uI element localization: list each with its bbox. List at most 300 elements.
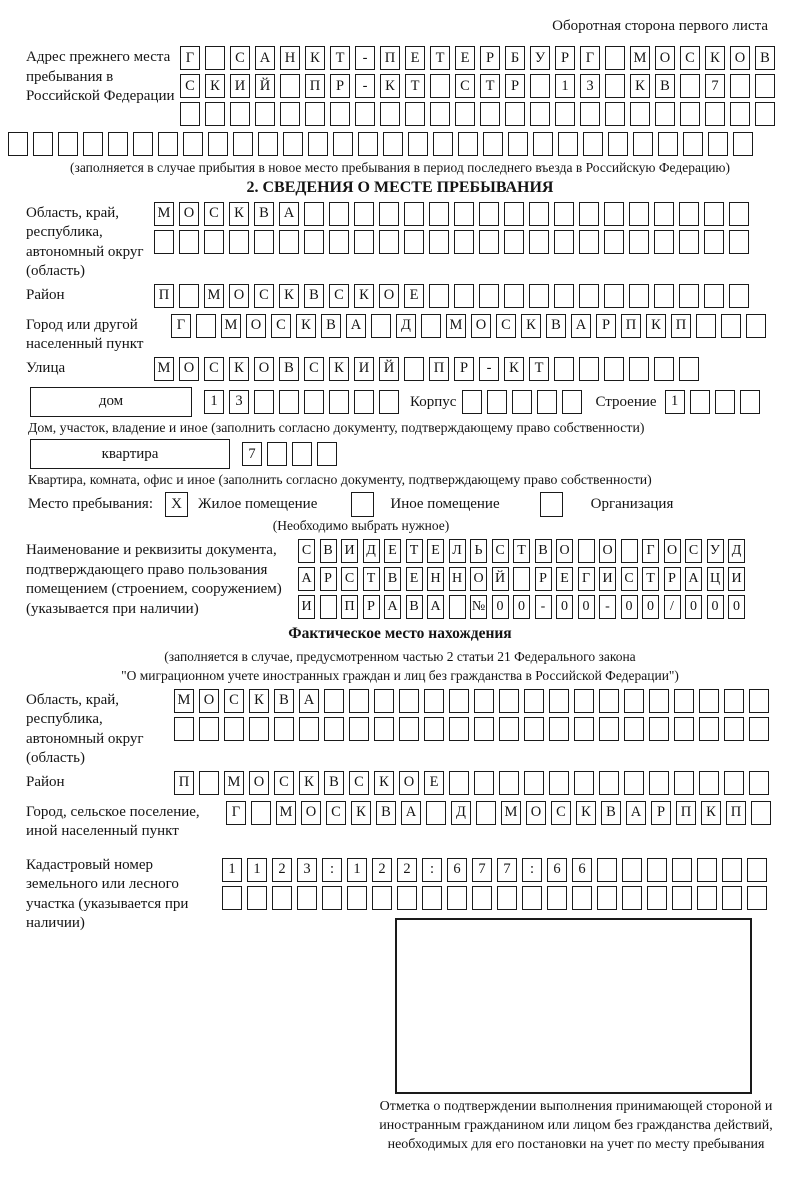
char-cell[interactable]: 6	[572, 858, 592, 882]
char-cell[interactable]: 0	[685, 595, 702, 619]
char-cell[interactable]	[274, 717, 294, 741]
char-cell[interactable]	[174, 717, 194, 741]
char-cell[interactable]	[404, 202, 424, 226]
char-cell[interactable]	[205, 102, 225, 126]
char-cell[interactable]: Р	[454, 357, 474, 381]
char-cell[interactable]: К	[646, 314, 666, 338]
char-cell[interactable]	[397, 886, 417, 910]
char-cell[interactable]	[746, 314, 766, 338]
char-cell[interactable]: Е	[405, 46, 425, 70]
char-cell[interactable]	[554, 284, 574, 308]
char-cell[interactable]	[304, 390, 324, 414]
char-cell[interactable]	[629, 230, 649, 254]
char-cell[interactable]: -	[479, 357, 499, 381]
char-cell[interactable]: Р	[330, 74, 350, 98]
char-cell[interactable]: Т	[480, 74, 500, 98]
char-cell[interactable]: 7	[705, 74, 725, 98]
char-cell[interactable]	[83, 132, 103, 156]
char-cell[interactable]	[629, 284, 649, 308]
char-cell[interactable]	[749, 771, 769, 795]
char-cell[interactable]: №	[470, 595, 487, 619]
char-cell[interactable]	[524, 689, 544, 713]
char-cell[interactable]	[674, 689, 694, 713]
char-cell[interactable]	[305, 102, 325, 126]
char-cell[interactable]	[330, 102, 350, 126]
char-cell[interactable]: 1	[247, 858, 267, 882]
char-cell[interactable]: Е	[556, 567, 573, 591]
char-cell[interactable]: Р	[480, 46, 500, 70]
char-cell[interactable]: В	[254, 202, 274, 226]
char-cell[interactable]: О	[199, 689, 219, 713]
char-cell[interactable]: К	[299, 771, 319, 795]
char-cell[interactable]	[730, 102, 750, 126]
char-cell[interactable]: В	[535, 539, 552, 563]
char-cell[interactable]	[604, 202, 624, 226]
char-cell[interactable]	[722, 886, 742, 910]
char-cell[interactable]: В	[274, 689, 294, 713]
char-cell[interactable]	[154, 230, 174, 254]
char-cell[interactable]	[605, 46, 625, 70]
char-cell[interactable]	[208, 132, 228, 156]
char-cell[interactable]: 2	[397, 858, 417, 882]
char-cell[interactable]	[224, 717, 244, 741]
char-cell[interactable]	[599, 771, 619, 795]
char-cell[interactable]	[608, 132, 628, 156]
char-cell[interactable]	[371, 314, 391, 338]
char-cell[interactable]: С	[680, 46, 700, 70]
char-cell[interactable]	[449, 689, 469, 713]
char-cell[interactable]	[699, 771, 719, 795]
char-cell[interactable]	[108, 132, 128, 156]
char-cell[interactable]: Г	[171, 314, 191, 338]
char-cell[interactable]: 7	[497, 858, 517, 882]
char-cell[interactable]	[429, 230, 449, 254]
char-cell[interactable]: О	[730, 46, 750, 70]
char-cell[interactable]: В	[321, 314, 341, 338]
char-cell[interactable]	[405, 102, 425, 126]
char-cell[interactable]	[279, 390, 299, 414]
char-cell[interactable]	[508, 132, 528, 156]
char-cell[interactable]	[58, 132, 78, 156]
char-cell[interactable]: О	[664, 539, 681, 563]
char-cell[interactable]: /	[664, 595, 681, 619]
char-cell[interactable]	[649, 689, 669, 713]
char-cell[interactable]	[549, 717, 569, 741]
char-cell[interactable]	[547, 886, 567, 910]
char-cell[interactable]	[454, 202, 474, 226]
char-cell[interactable]	[280, 102, 300, 126]
char-cell[interactable]	[633, 132, 653, 156]
char-cell[interactable]: С	[621, 567, 638, 591]
char-cell[interactable]: В	[304, 284, 324, 308]
char-cell[interactable]: П	[726, 801, 746, 825]
char-cell[interactable]: Й	[492, 567, 509, 591]
char-cell[interactable]	[699, 717, 719, 741]
char-cell[interactable]	[579, 357, 599, 381]
char-cell[interactable]	[504, 284, 524, 308]
char-cell[interactable]	[579, 230, 599, 254]
char-cell[interactable]	[699, 689, 719, 713]
char-cell[interactable]	[355, 102, 375, 126]
char-cell[interactable]: А	[685, 567, 702, 591]
char-cell[interactable]	[158, 132, 178, 156]
char-cell[interactable]: П	[380, 46, 400, 70]
char-cell[interactable]	[430, 102, 450, 126]
char-cell[interactable]: В	[601, 801, 621, 825]
char-cell[interactable]	[204, 230, 224, 254]
char-cell[interactable]: П	[671, 314, 691, 338]
char-cell[interactable]: 1	[204, 390, 224, 414]
char-cell[interactable]: С	[204, 202, 224, 226]
char-cell[interactable]	[599, 689, 619, 713]
char-cell[interactable]	[379, 230, 399, 254]
char-cell[interactable]	[424, 689, 444, 713]
char-cell[interactable]: А	[299, 689, 319, 713]
char-cell[interactable]: 0	[578, 595, 595, 619]
char-cell[interactable]	[554, 202, 574, 226]
char-cell[interactable]: Д	[396, 314, 416, 338]
char-cell[interactable]: К	[351, 801, 371, 825]
char-cell[interactable]: 0	[621, 595, 638, 619]
char-cell[interactable]	[499, 689, 519, 713]
char-cell[interactable]: М	[446, 314, 466, 338]
char-cell[interactable]	[304, 202, 324, 226]
char-cell[interactable]: К	[504, 357, 524, 381]
char-cell[interactable]	[8, 132, 28, 156]
char-cell[interactable]	[755, 102, 775, 126]
char-cell[interactable]: Н	[427, 567, 444, 591]
char-cell[interactable]: Т	[405, 74, 425, 98]
char-cell[interactable]	[513, 567, 530, 591]
char-cell[interactable]	[674, 771, 694, 795]
char-cell[interactable]	[199, 717, 219, 741]
char-cell[interactable]	[254, 230, 274, 254]
other-premises-checkbox[interactable]	[351, 492, 374, 517]
char-cell[interactable]	[474, 717, 494, 741]
char-cell[interactable]: У	[707, 539, 724, 563]
char-cell[interactable]	[580, 102, 600, 126]
char-cell[interactable]: Л	[449, 539, 466, 563]
char-cell[interactable]	[205, 46, 225, 70]
char-cell[interactable]	[555, 102, 575, 126]
char-cell[interactable]: Р	[505, 74, 525, 98]
char-cell[interactable]	[504, 202, 524, 226]
char-cell[interactable]: Н	[449, 567, 466, 591]
char-cell[interactable]	[449, 771, 469, 795]
char-cell[interactable]: :	[522, 858, 542, 882]
char-cell[interactable]	[704, 202, 724, 226]
char-cell[interactable]: Р	[535, 567, 552, 591]
char-cell[interactable]: П	[676, 801, 696, 825]
char-cell[interactable]: К	[249, 689, 269, 713]
char-cell[interactable]	[533, 132, 553, 156]
char-cell[interactable]	[554, 357, 574, 381]
char-cell[interactable]	[299, 717, 319, 741]
char-cell[interactable]: Ь	[470, 539, 487, 563]
char-cell[interactable]	[349, 717, 369, 741]
char-cell[interactable]: Е	[424, 771, 444, 795]
char-cell[interactable]: К	[205, 74, 225, 98]
char-cell[interactable]	[740, 390, 760, 414]
char-cell[interactable]: С	[298, 539, 315, 563]
char-cell[interactable]: О	[599, 539, 616, 563]
char-cell[interactable]	[529, 202, 549, 226]
char-cell[interactable]: Т	[363, 567, 380, 591]
char-cell[interactable]: К	[229, 202, 249, 226]
char-cell[interactable]	[604, 284, 624, 308]
char-cell[interactable]	[679, 230, 699, 254]
char-cell[interactable]	[729, 202, 749, 226]
char-cell[interactable]	[574, 717, 594, 741]
char-cell[interactable]	[529, 284, 549, 308]
char-cell[interactable]: С	[271, 314, 291, 338]
char-cell[interactable]	[308, 132, 328, 156]
char-cell[interactable]	[399, 717, 419, 741]
char-cell[interactable]: К	[329, 357, 349, 381]
char-cell[interactable]	[729, 284, 749, 308]
char-cell[interactable]: Е	[404, 284, 424, 308]
char-cell[interactable]	[474, 771, 494, 795]
char-cell[interactable]	[724, 771, 744, 795]
char-cell[interactable]	[380, 102, 400, 126]
char-cell[interactable]: К	[705, 46, 725, 70]
char-cell[interactable]	[133, 132, 153, 156]
char-cell[interactable]	[730, 74, 750, 98]
char-cell[interactable]	[458, 132, 478, 156]
char-cell[interactable]	[251, 801, 271, 825]
char-cell[interactable]: А	[626, 801, 646, 825]
char-cell[interactable]: 1	[222, 858, 242, 882]
char-cell[interactable]	[622, 886, 642, 910]
char-cell[interactable]	[733, 132, 753, 156]
char-cell[interactable]: П	[621, 314, 641, 338]
char-cell[interactable]: И	[599, 567, 616, 591]
char-cell[interactable]	[280, 74, 300, 98]
char-cell[interactable]: С	[492, 539, 509, 563]
char-cell[interactable]: М	[204, 284, 224, 308]
char-cell[interactable]	[222, 886, 242, 910]
char-cell[interactable]: А	[401, 801, 421, 825]
char-cell[interactable]	[347, 886, 367, 910]
char-cell[interactable]: В	[320, 539, 337, 563]
char-cell[interactable]	[721, 314, 741, 338]
char-cell[interactable]: Р	[596, 314, 616, 338]
char-cell[interactable]: Г	[226, 801, 246, 825]
char-cell[interactable]: 0	[556, 595, 573, 619]
char-cell[interactable]	[597, 886, 617, 910]
char-cell[interactable]	[399, 689, 419, 713]
char-cell[interactable]	[447, 886, 467, 910]
char-cell[interactable]	[708, 132, 728, 156]
char-cell[interactable]	[426, 801, 446, 825]
char-cell[interactable]: О	[249, 771, 269, 795]
char-cell[interactable]	[647, 886, 667, 910]
char-cell[interactable]: 3	[580, 74, 600, 98]
char-cell[interactable]: М	[174, 689, 194, 713]
char-cell[interactable]	[647, 858, 667, 882]
char-cell[interactable]	[530, 102, 550, 126]
char-cell[interactable]: С	[349, 771, 369, 795]
char-cell[interactable]	[474, 689, 494, 713]
char-cell[interactable]: П	[154, 284, 174, 308]
char-cell[interactable]: И	[354, 357, 374, 381]
char-cell[interactable]: С	[274, 771, 294, 795]
char-cell[interactable]	[247, 886, 267, 910]
char-cell[interactable]	[599, 717, 619, 741]
char-cell[interactable]: 1	[665, 390, 685, 414]
char-cell[interactable]	[499, 717, 519, 741]
char-cell[interactable]	[429, 202, 449, 226]
char-cell[interactable]: О	[556, 539, 573, 563]
char-cell[interactable]	[654, 284, 674, 308]
char-cell[interactable]	[462, 390, 482, 414]
char-cell[interactable]: П	[429, 357, 449, 381]
char-cell[interactable]: А	[384, 595, 401, 619]
char-cell[interactable]: 0	[642, 595, 659, 619]
char-cell[interactable]	[433, 132, 453, 156]
char-cell[interactable]	[483, 132, 503, 156]
char-cell[interactable]: 1	[555, 74, 575, 98]
char-cell[interactable]	[672, 858, 692, 882]
char-cell[interactable]: В	[755, 46, 775, 70]
char-cell[interactable]: 0	[492, 595, 509, 619]
char-cell[interactable]	[679, 202, 699, 226]
char-cell[interactable]	[292, 442, 312, 466]
char-cell[interactable]	[522, 886, 542, 910]
char-cell[interactable]	[558, 132, 578, 156]
char-cell[interactable]: Е	[406, 567, 423, 591]
char-cell[interactable]: И	[230, 74, 250, 98]
char-cell[interactable]	[455, 102, 475, 126]
char-cell[interactable]: О	[254, 357, 274, 381]
char-cell[interactable]	[505, 102, 525, 126]
char-cell[interactable]: 0	[707, 595, 724, 619]
char-cell[interactable]: С	[180, 74, 200, 98]
char-cell[interactable]: О	[246, 314, 266, 338]
char-cell[interactable]: А	[427, 595, 444, 619]
char-cell[interactable]	[658, 132, 678, 156]
char-cell[interactable]: В	[324, 771, 344, 795]
char-cell[interactable]	[654, 202, 674, 226]
char-cell[interactable]	[429, 284, 449, 308]
char-cell[interactable]	[621, 539, 638, 563]
char-cell[interactable]: П	[341, 595, 358, 619]
char-cell[interactable]: Т	[642, 567, 659, 591]
char-cell[interactable]	[329, 202, 349, 226]
char-cell[interactable]: А	[571, 314, 591, 338]
char-cell[interactable]	[199, 771, 219, 795]
char-cell[interactable]	[196, 314, 216, 338]
char-cell[interactable]: Г	[642, 539, 659, 563]
char-cell[interactable]: Б	[505, 46, 525, 70]
char-cell[interactable]	[229, 230, 249, 254]
char-cell[interactable]: М	[154, 202, 174, 226]
char-cell[interactable]	[322, 886, 342, 910]
char-cell[interactable]: Ц	[707, 567, 724, 591]
char-cell[interactable]	[697, 858, 717, 882]
char-cell[interactable]: -	[355, 46, 375, 70]
char-cell[interactable]	[297, 886, 317, 910]
char-cell[interactable]: О	[379, 284, 399, 308]
char-cell[interactable]: К	[576, 801, 596, 825]
char-cell[interactable]: А	[255, 46, 275, 70]
char-cell[interactable]	[749, 717, 769, 741]
char-cell[interactable]: И	[341, 539, 358, 563]
char-cell[interactable]: :	[422, 858, 442, 882]
char-cell[interactable]	[729, 230, 749, 254]
char-cell[interactable]	[724, 689, 744, 713]
char-cell[interactable]: 0	[728, 595, 745, 619]
char-cell[interactable]: И	[728, 567, 745, 591]
char-cell[interactable]: Т	[529, 357, 549, 381]
char-cell[interactable]	[524, 771, 544, 795]
char-cell[interactable]	[574, 771, 594, 795]
char-cell[interactable]	[476, 801, 496, 825]
char-cell[interactable]	[379, 202, 399, 226]
char-cell[interactable]: И	[298, 595, 315, 619]
char-cell[interactable]	[629, 357, 649, 381]
char-cell[interactable]	[655, 102, 675, 126]
char-cell[interactable]: С	[685, 539, 702, 563]
char-cell[interactable]	[629, 202, 649, 226]
char-cell[interactable]: 7	[242, 442, 262, 466]
char-cell[interactable]	[622, 858, 642, 882]
char-cell[interactable]	[183, 132, 203, 156]
char-cell[interactable]: 6	[547, 858, 567, 882]
char-cell[interactable]: С	[341, 567, 358, 591]
char-cell[interactable]: Р	[664, 567, 681, 591]
char-cell[interactable]	[379, 390, 399, 414]
char-cell[interactable]	[605, 102, 625, 126]
char-cell[interactable]	[680, 102, 700, 126]
char-cell[interactable]: К	[630, 74, 650, 98]
char-cell[interactable]: М	[630, 46, 650, 70]
char-cell[interactable]	[304, 230, 324, 254]
char-cell[interactable]: К	[380, 74, 400, 98]
char-cell[interactable]	[358, 132, 378, 156]
char-cell[interactable]	[679, 284, 699, 308]
char-cell[interactable]: -	[599, 595, 616, 619]
char-cell[interactable]: -	[355, 74, 375, 98]
char-cell[interactable]	[529, 230, 549, 254]
char-cell[interactable]	[404, 230, 424, 254]
char-cell[interactable]	[479, 230, 499, 254]
char-cell[interactable]	[530, 74, 550, 98]
char-cell[interactable]: 0	[513, 595, 530, 619]
char-cell[interactable]: Т	[330, 46, 350, 70]
char-cell[interactable]	[472, 886, 492, 910]
char-cell[interactable]	[267, 442, 287, 466]
char-cell[interactable]: Т	[406, 539, 423, 563]
char-cell[interactable]	[179, 230, 199, 254]
char-cell[interactable]	[747, 886, 767, 910]
char-cell[interactable]	[674, 717, 694, 741]
char-cell[interactable]	[751, 801, 771, 825]
char-cell[interactable]: М	[276, 801, 296, 825]
char-cell[interactable]	[749, 689, 769, 713]
char-cell[interactable]: К	[296, 314, 316, 338]
char-cell[interactable]	[479, 284, 499, 308]
char-cell[interactable]: О	[470, 567, 487, 591]
char-cell[interactable]	[597, 858, 617, 882]
char-cell[interactable]: :	[322, 858, 342, 882]
char-cell[interactable]: Р	[555, 46, 575, 70]
char-cell[interactable]: О	[179, 202, 199, 226]
char-cell[interactable]	[324, 717, 344, 741]
char-cell[interactable]: Г	[180, 46, 200, 70]
char-cell[interactable]	[747, 858, 767, 882]
char-cell[interactable]: В	[406, 595, 423, 619]
